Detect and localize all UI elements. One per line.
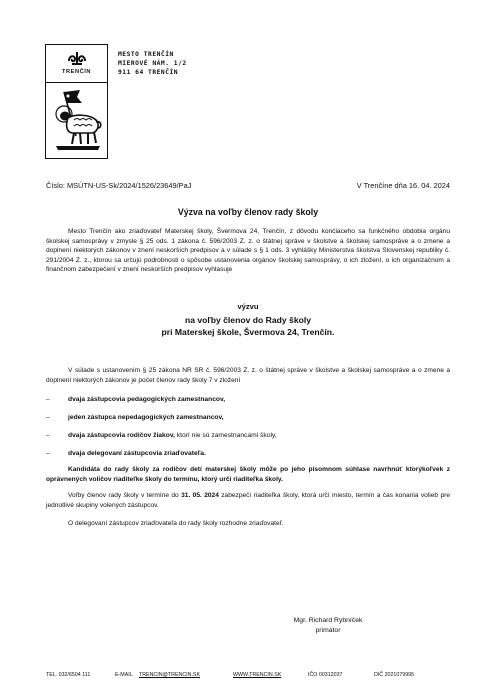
footer-dic: DIČ 2021079995 xyxy=(374,672,415,678)
election-deadline-date: 31. 05. 2024 xyxy=(181,492,219,499)
footer-email-link[interactable]: TRENCIN@TRENCIN.SK xyxy=(139,672,200,678)
list-item-bold: dvaja delegovaní zástupcovia zriaďovateľa. xyxy=(68,450,206,457)
list-dash: – xyxy=(46,432,50,439)
election-term-paragraph xyxy=(46,491,450,510)
list-item-bold: dvaja zástupcovia rodičov žiakov, xyxy=(68,432,175,439)
delegation-paragraph: O delegovaní zástupcov zriaďovateľa do rady školy rozhodne zriaďovateľ. xyxy=(68,520,284,527)
list-dash: – xyxy=(46,450,50,457)
footer-website-link[interactable]: WWW.TRENCIN.SK xyxy=(233,672,282,678)
address-line: 911 64 TRENČÍN xyxy=(118,69,179,77)
call-heading: výzvu xyxy=(237,302,259,311)
intro-paragraph: Mesto Trenčín ako zriaďovateľ Materskej školy, Švermova 24, Trenčín, z dôvodu končiaceho sa funkčného obdobia orgánu školskej samosprávy v zmysle § 25 ods. 1 zákona č. 596/2003 Z. z. o štátnej správe v školstve a školskej samospráve a o zmene a doplnení niektorých zákonov v znení neskorších predpisov a v súlade s § 1 ods. 3 vyhlášky Ministerstva školstva Slovenskej republiky č. 291/2004 Z. z., ktorou sa určujú podrobnosti o spôsobe ustanovenia orgánov školskej samosprávy, o ich zložení, o ich organizačnom a finančnom zabezpečení v znení neskorších predpisov vyhlasuje xyxy=(46,228,450,273)
call-school: pri Materskej škole, Švermova 24, Trenčín. xyxy=(161,327,335,337)
logo-city-name: TRENČÍN xyxy=(61,69,92,75)
footer-phone: TEL. 032/6504 111 xyxy=(46,672,91,678)
address-line: MESTO TRENČÍN xyxy=(118,51,174,58)
lamb-with-flag-icon xyxy=(50,86,104,154)
city-coat-of-arms-logo xyxy=(45,44,108,159)
term-text-after: zabezpečí riaditeľka školy, ktorá určí miesto, termín a čas konania volieb pre jednotlivé skupiny volených zástupcov. xyxy=(46,492,450,509)
candidate-paragraph: Kandidáta do rady školy za rodičov detí materskej školy môže po jeho písomnom súhlase navrhnúť ktorýkoľvek z oprávnených voličov riaditeľke školy do termínu, ktorý určí riaditeľka školy. xyxy=(46,466,450,483)
document-title: Výzva na voľby členov rady školy xyxy=(177,207,319,217)
document-date: V Trenčíne dňa 16. 04. 2024 xyxy=(356,181,450,190)
signatory-title: primátor xyxy=(315,627,341,634)
footer-ico: IČO 00312037 xyxy=(308,672,343,678)
list-item-bold: dvaja zástupcovia pedagogických zamestnancov, xyxy=(68,396,226,403)
list-dash: – xyxy=(46,414,50,421)
call-subheading: na voľby členov do Rady školy xyxy=(184,315,312,325)
term-text-before: Voľby členov rady školy v termíne do xyxy=(68,492,182,499)
signatory-name: Mgr. Richard Rybníček xyxy=(293,617,363,624)
address-line: MIEROVÉ NÁM. 1/2 xyxy=(118,60,187,68)
footer-email-label: E-MAIL xyxy=(115,672,133,678)
list-item-rest: ktorí nie sú zamestnancami školy, xyxy=(174,432,277,439)
city-emblem-icon xyxy=(66,50,88,67)
composition-paragraph: V súlade s ustanovením § 25 zákona NR SR č. 596/2003 Z. z. o štátnej správe v školstve a školskej samospráve a o zmene a doplnení niektorých zákonov je počet členov rady školy 7 v zložení xyxy=(46,367,450,384)
list-dash: – xyxy=(46,396,50,403)
footer xyxy=(46,672,450,682)
reference-number: Číslo: MSÚTN-US-Sk/2024/1526/23649/PaJ xyxy=(46,181,192,190)
logo-divider xyxy=(46,82,107,83)
list-item-bold: jeden zástupca nepedagogických zamestnancov, xyxy=(68,414,224,421)
city-address xyxy=(118,50,187,78)
